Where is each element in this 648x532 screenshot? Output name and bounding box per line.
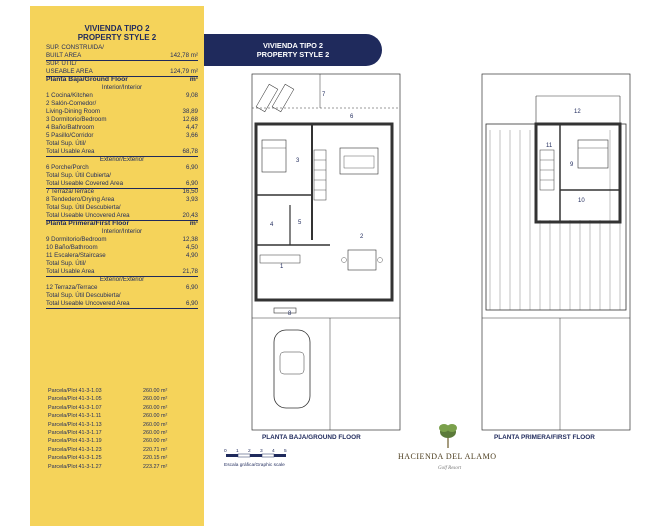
area-row-label: Total Usable Area — [46, 268, 95, 275]
area-row-value: 4,50 — [185, 244, 198, 251]
plot-area: 220.15 m² — [143, 455, 168, 462]
area-row-label: 10 Baño/Bathroom — [46, 244, 98, 251]
area-row-label: Total Useable Uncovered Area — [46, 300, 130, 307]
area-row-label: BUILT AREA — [46, 52, 82, 59]
area-row-label: 8 Tendedero/Drying Area — [46, 196, 115, 203]
area-row-value: 6,90 — [185, 300, 198, 307]
area-row-label: Total Sup. Útil Descubierta/ — [46, 204, 121, 211]
area-row-value: 4,90 — [185, 252, 198, 259]
room-4-label: 4 — [270, 222, 274, 228]
room-5-label: 5 — [298, 220, 302, 226]
room-9-label: 9 — [570, 162, 574, 168]
banner-subtitle: PROPERTY STYLE 2 — [256, 50, 330, 59]
area-row-value: 3,66 — [185, 132, 198, 139]
plot-id: Parcela/Plot 41-3-1.17 — [48, 430, 102, 436]
plot-area: 260.00 m² — [143, 404, 168, 411]
area-row-value: 20,43 — [182, 212, 198, 219]
area-row-value: 142,78 m² — [170, 52, 198, 59]
plot-area: 223.27 m² — [143, 463, 168, 470]
room-12-label: 12 — [574, 109, 581, 115]
area-row-label: 11 Escalera/Staircase — [46, 252, 106, 259]
room-numbers — [270, 92, 585, 317]
ground-floor-plan — [252, 74, 400, 430]
area-row-label: Total Useable Covered Area — [46, 180, 124, 187]
plot-id: Parcela/Plot 41-3-1.27 — [48, 463, 102, 470]
room-10-label: 10 — [578, 198, 585, 204]
area-row-value: 6,90 — [185, 284, 198, 291]
plot-area: 260.00 m² — [143, 388, 168, 394]
area-row-label: USEABLE AREA — [46, 68, 93, 75]
svg-text:5: 5 — [284, 449, 287, 454]
room-1-label: 1 — [280, 264, 284, 270]
area-row-label: Total Useable Uncovered Area — [46, 212, 130, 219]
svg-text:0: 0 — [224, 449, 227, 454]
room-8-label: 8 — [288, 311, 292, 317]
area-row-value: m² — [189, 220, 198, 227]
area-row-value: 68,78 — [182, 148, 198, 155]
plot-id: Parcela/Plot 41-3-1.05 — [48, 396, 102, 403]
area-row-label: 5 Pasillo/Corridor — [46, 132, 94, 139]
plot-area: 220.71 m² — [143, 446, 168, 453]
area-row-value: 6,90 — [185, 180, 198, 187]
area-row-label: 12 Terraza/Terrace — [46, 284, 98, 291]
first-floor-plan — [482, 74, 630, 430]
room-3-label: 3 — [296, 158, 300, 164]
area-row-label: 2 Salón-Comedor/ — [46, 100, 97, 107]
plot-id: Parcela/Plot 41-3-1.07 — [48, 404, 102, 411]
panel-title: VIVIENDA TIPO 2 — [84, 24, 150, 33]
area-row-value: 6,90 — [185, 164, 198, 171]
area-row-label: 1 Cocina/Kitchen — [46, 92, 93, 99]
plot-area: 260.00 m² — [143, 421, 168, 428]
brand-name: HACIENDA DEL ALAMO — [398, 452, 497, 461]
area-row-value: 9,08 — [185, 92, 198, 99]
first-floor-caption: PLANTA PRIMERA/FIRST FLOOR — [494, 434, 595, 441]
plot-area: 260.00 m² — [143, 430, 168, 436]
plot-id: Parcela/Plot 41-3-1.11 — [48, 413, 102, 420]
svg-text:3: 3 — [260, 449, 263, 454]
plot-area: 260.00 m² — [143, 396, 168, 403]
area-row-label: Total Sup. Útil/ — [46, 140, 86, 147]
area-row-label: Total Usable Area — [46, 148, 95, 155]
area-row-value: m² — [189, 76, 198, 83]
svg-text:4: 4 — [272, 449, 275, 454]
area-row-value: 3,93 — [185, 196, 198, 203]
area-row-label: Interior/Interior — [101, 84, 143, 91]
svg-text:1: 1 — [236, 449, 239, 454]
area-row-label: Exterior/Exterior — [99, 156, 145, 163]
area-row-value: 4,47 — [185, 124, 198, 131]
area-row-label: 7 Terraza/Terrace — [46, 188, 95, 195]
area-row-label: SUP. CONSTRUIDA/ — [46, 44, 104, 51]
banner-title: VIVIENDA TIPO 2 — [262, 41, 324, 50]
area-row-label: Total Sup. Útil Descubierta/ — [46, 292, 121, 299]
plot-id: Parcela/Plot 41-3-1.25 — [48, 455, 102, 462]
plot-id: Parcela/Plot 41-3-1.03 — [48, 388, 102, 394]
svg-text:2: 2 — [248, 449, 251, 454]
plot-id: Parcela/Plot 41-3-1.23 — [48, 446, 102, 453]
room-6-label: 6 — [350, 114, 354, 120]
area-row-label: Planta Primera/First Floor — [46, 220, 130, 227]
plot-area: 260.00 m² — [143, 413, 168, 420]
area-row-label: Total Sup. Útil Cubierta/ — [46, 172, 111, 179]
area-row-label: Exterior/Exterior — [99, 276, 145, 283]
panel-subtitle: PROPERTY STYLE 2 — [77, 33, 157, 42]
area-row-label: SUP. UTIL/ — [46, 60, 77, 67]
area-row-label: 6 Porche/Porch — [46, 164, 89, 171]
area-row-value: 16,50 — [182, 188, 198, 195]
scale-label: Escala gráfica/Graphic scale — [224, 463, 285, 468]
room-7-label: 7 — [322, 92, 326, 98]
area-row-label: 3 Dormitorio/Bedroom — [46, 116, 107, 123]
plot-id: Parcela/Plot 41-3-1.19 — [48, 438, 102, 445]
area-row-label: Total Sup. Útil/ — [46, 260, 86, 267]
area-row-value: 12,68 — [182, 116, 198, 123]
graphic-scale — [224, 448, 287, 468]
area-row-label: 9 Dormitorio/Bedroom — [46, 236, 107, 243]
brand-logo-tree-icon — [439, 424, 457, 448]
area-row-label: Planta Baja/Ground Floor — [46, 76, 128, 83]
room-11-label: 11 — [546, 143, 553, 149]
brand-subtitle: Golf Resort — [438, 466, 462, 471]
area-row-value: 38,89 — [182, 108, 198, 115]
area-row-value: 124,79 m² — [170, 68, 198, 75]
plot-area: 260.00 m² — [143, 438, 168, 445]
ground-floor-caption: PLANTA BAJA/GROUND FLOOR — [262, 434, 361, 441]
area-row-label: 4 Baño/Bathroom — [46, 124, 95, 131]
area-row-value: 12,38 — [182, 236, 198, 243]
plot-id: Parcela/Plot 41-3-1.13 — [48, 421, 102, 428]
area-row-value: 21,78 — [182, 268, 198, 275]
area-row-label: Living-Dining Room — [46, 108, 100, 115]
room-2-label: 2 — [360, 234, 364, 240]
area-row-label: Interior/Interior — [101, 228, 143, 235]
